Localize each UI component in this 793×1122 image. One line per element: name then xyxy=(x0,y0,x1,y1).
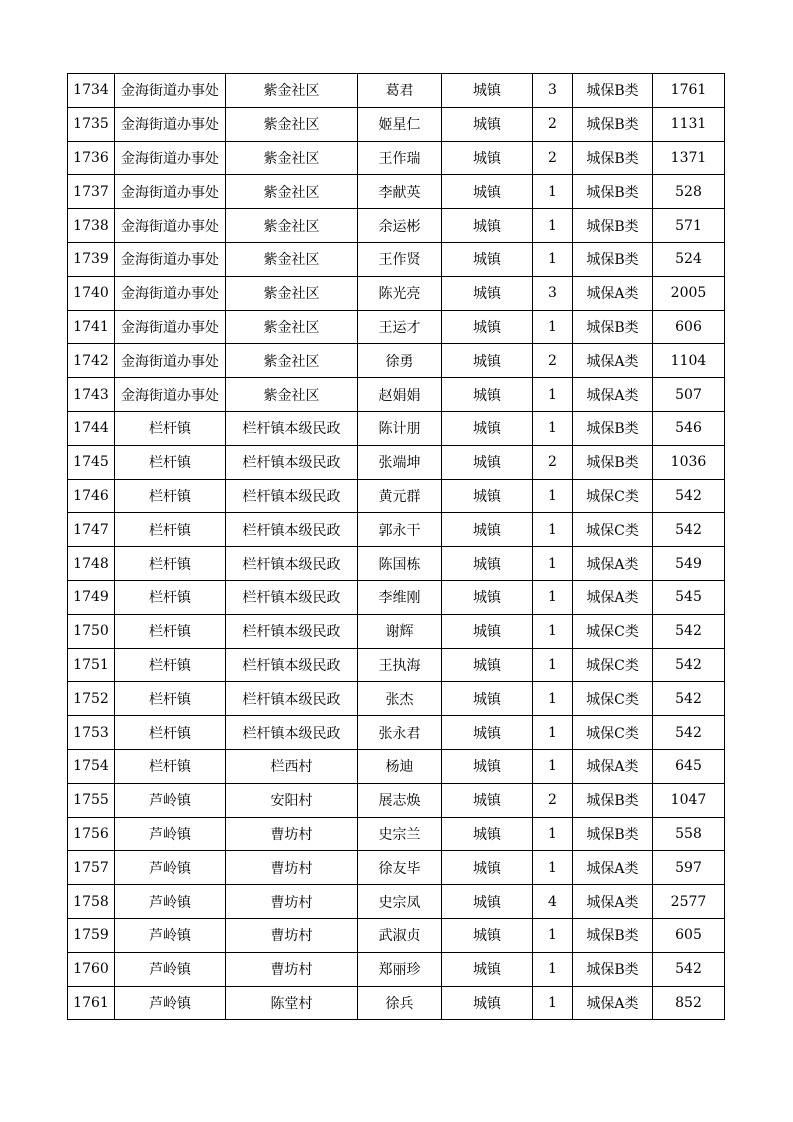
table-row xyxy=(68,749,725,783)
person-name-cell: 谢辉 xyxy=(358,614,442,648)
record-id-cell: 1744 xyxy=(68,411,115,445)
record-id-cell: 1749 xyxy=(68,580,115,614)
insurance-category-cell: 城保B类 xyxy=(573,141,653,175)
street-office-cell: 金海街道办事处 xyxy=(115,276,226,310)
member-count-cell: 4 xyxy=(533,885,573,919)
person-name-cell: 张杰 xyxy=(358,682,442,716)
amount-cell: 524 xyxy=(653,242,725,276)
member-count-cell: 1 xyxy=(533,378,573,412)
household-type-cell: 城镇 xyxy=(442,209,533,243)
household-type-cell: 城镇 xyxy=(442,310,533,344)
member-count-cell: 1 xyxy=(533,580,573,614)
amount-cell: 2005 xyxy=(653,276,725,310)
street-office-cell: 芦岭镇 xyxy=(115,817,226,851)
person-name-cell: 张永君 xyxy=(358,716,442,750)
insurance-category-cell: 城保A类 xyxy=(573,344,653,378)
member-count-cell: 1 xyxy=(533,310,573,344)
community-cell: 紫金社区 xyxy=(226,141,358,175)
amount-cell: 1371 xyxy=(653,141,725,175)
community-cell: 栏杆镇本级民政 xyxy=(226,445,358,479)
community-cell: 曹坊村 xyxy=(226,851,358,885)
table-row xyxy=(68,648,725,682)
amount-cell: 852 xyxy=(653,986,725,1020)
community-cell: 栏杆镇本级民政 xyxy=(226,614,358,648)
person-name-cell: 徐勇 xyxy=(358,344,442,378)
insurance-category-cell: 城保B类 xyxy=(573,783,653,817)
street-office-cell: 栏杆镇 xyxy=(115,445,226,479)
household-type-cell: 城镇 xyxy=(442,107,533,141)
person-name-cell: 杨迪 xyxy=(358,749,442,783)
household-type-cell: 城镇 xyxy=(442,242,533,276)
member-count-cell: 2 xyxy=(533,344,573,378)
insurance-category-cell: 城保C类 xyxy=(573,648,653,682)
amount-cell: 1104 xyxy=(653,344,725,378)
table-row xyxy=(68,580,725,614)
person-name-cell: 陈计朋 xyxy=(358,411,442,445)
record-id-cell: 1734 xyxy=(68,74,115,108)
insurance-category-cell: 城保B类 xyxy=(573,107,653,141)
person-name-cell: 葛君 xyxy=(358,74,442,108)
insurance-category-cell: 城保A类 xyxy=(573,986,653,1020)
amount-cell: 645 xyxy=(653,749,725,783)
insurance-category-cell: 城保B类 xyxy=(573,74,653,108)
record-id-cell: 1759 xyxy=(68,918,115,952)
record-id-cell: 1754 xyxy=(68,749,115,783)
table-row xyxy=(68,513,725,547)
record-id-cell: 1740 xyxy=(68,276,115,310)
street-office-cell: 金海街道办事处 xyxy=(115,141,226,175)
table-row xyxy=(68,74,725,108)
street-office-cell: 栏杆镇 xyxy=(115,580,226,614)
community-cell: 栏杆镇本级民政 xyxy=(226,648,358,682)
community-cell: 紫金社区 xyxy=(226,276,358,310)
street-office-cell: 栏杆镇 xyxy=(115,716,226,750)
amount-cell: 558 xyxy=(653,817,725,851)
amount-cell: 542 xyxy=(653,614,725,648)
member-count-cell: 1 xyxy=(533,918,573,952)
table-row xyxy=(68,986,725,1020)
household-type-cell: 城镇 xyxy=(442,74,533,108)
amount-cell: 542 xyxy=(653,682,725,716)
member-count-cell: 1 xyxy=(533,209,573,243)
records-table xyxy=(67,73,725,1020)
person-name-cell: 李维刚 xyxy=(358,580,442,614)
insurance-category-cell: 城保B类 xyxy=(573,411,653,445)
household-type-cell: 城镇 xyxy=(442,885,533,919)
record-id-cell: 1736 xyxy=(68,141,115,175)
amount-cell: 507 xyxy=(653,378,725,412)
member-count-cell: 2 xyxy=(533,141,573,175)
amount-cell: 545 xyxy=(653,580,725,614)
community-cell: 栏杆镇本级民政 xyxy=(226,716,358,750)
table-row xyxy=(68,378,725,412)
street-office-cell: 栏杆镇 xyxy=(115,513,226,547)
community-cell: 陈堂村 xyxy=(226,986,358,1020)
insurance-category-cell: 城保C类 xyxy=(573,716,653,750)
member-count-cell: 3 xyxy=(533,276,573,310)
person-name-cell: 陈光亮 xyxy=(358,276,442,310)
member-count-cell: 1 xyxy=(533,175,573,209)
street-office-cell: 栏杆镇 xyxy=(115,648,226,682)
record-id-cell: 1738 xyxy=(68,209,115,243)
member-count-cell: 2 xyxy=(533,445,573,479)
household-type-cell: 城镇 xyxy=(442,276,533,310)
table-row xyxy=(68,141,725,175)
record-id-cell: 1735 xyxy=(68,107,115,141)
amount-cell: 542 xyxy=(653,648,725,682)
person-name-cell: 王运才 xyxy=(358,310,442,344)
record-id-cell: 1748 xyxy=(68,547,115,581)
record-id-cell: 1756 xyxy=(68,817,115,851)
insurance-category-cell: 城保A类 xyxy=(573,885,653,919)
community-cell: 曹坊村 xyxy=(226,918,358,952)
community-cell: 紫金社区 xyxy=(226,378,358,412)
member-count-cell: 1 xyxy=(533,242,573,276)
member-count-cell: 2 xyxy=(533,107,573,141)
insurance-category-cell: 城保A类 xyxy=(573,276,653,310)
insurance-category-cell: 城保C类 xyxy=(573,614,653,648)
amount-cell: 549 xyxy=(653,547,725,581)
amount-cell: 597 xyxy=(653,851,725,885)
person-name-cell: 陈国栋 xyxy=(358,547,442,581)
table-row xyxy=(68,682,725,716)
street-office-cell: 栏杆镇 xyxy=(115,682,226,716)
insurance-category-cell: 城保B类 xyxy=(573,310,653,344)
amount-cell: 2577 xyxy=(653,885,725,919)
amount-cell: 546 xyxy=(653,411,725,445)
insurance-category-cell: 城保A类 xyxy=(573,547,653,581)
insurance-category-cell: 城保B类 xyxy=(573,817,653,851)
record-id-cell: 1761 xyxy=(68,986,115,1020)
member-count-cell: 1 xyxy=(533,547,573,581)
household-type-cell: 城镇 xyxy=(442,378,533,412)
record-id-cell: 1751 xyxy=(68,648,115,682)
street-office-cell: 栏杆镇 xyxy=(115,411,226,445)
community-cell: 紫金社区 xyxy=(226,209,358,243)
household-type-cell: 城镇 xyxy=(442,175,533,209)
table-row xyxy=(68,952,725,986)
household-type-cell: 城镇 xyxy=(442,851,533,885)
table-row xyxy=(68,310,725,344)
person-name-cell: 王作瑞 xyxy=(358,141,442,175)
table-row xyxy=(68,242,725,276)
table-row xyxy=(68,614,725,648)
insurance-category-cell: 城保B类 xyxy=(573,952,653,986)
community-cell: 栏杆镇本级民政 xyxy=(226,682,358,716)
community-cell: 曹坊村 xyxy=(226,817,358,851)
community-cell: 栏杆镇本级民政 xyxy=(226,479,358,513)
person-name-cell: 郭永干 xyxy=(358,513,442,547)
community-cell: 栏杆镇本级民政 xyxy=(226,513,358,547)
household-type-cell: 城镇 xyxy=(442,445,533,479)
insurance-category-cell: 城保B类 xyxy=(573,242,653,276)
person-name-cell: 徐兵 xyxy=(358,986,442,1020)
record-id-cell: 1742 xyxy=(68,344,115,378)
record-id-cell: 1750 xyxy=(68,614,115,648)
street-office-cell: 栏杆镇 xyxy=(115,614,226,648)
street-office-cell: 芦岭镇 xyxy=(115,918,226,952)
amount-cell: 1131 xyxy=(653,107,725,141)
record-id-cell: 1760 xyxy=(68,952,115,986)
amount-cell: 571 xyxy=(653,209,725,243)
insurance-category-cell: 城保C类 xyxy=(573,513,653,547)
street-office-cell: 金海街道办事处 xyxy=(115,175,226,209)
amount-cell: 1761 xyxy=(653,74,725,108)
street-office-cell: 芦岭镇 xyxy=(115,851,226,885)
member-count-cell: 1 xyxy=(533,716,573,750)
records-table-body xyxy=(68,74,725,1020)
table-row xyxy=(68,445,725,479)
person-name-cell: 武淑贞 xyxy=(358,918,442,952)
person-name-cell: 姬星仁 xyxy=(358,107,442,141)
person-name-cell: 展志焕 xyxy=(358,783,442,817)
household-type-cell: 城镇 xyxy=(442,411,533,445)
member-count-cell: 1 xyxy=(533,411,573,445)
record-id-cell: 1743 xyxy=(68,378,115,412)
amount-cell: 542 xyxy=(653,952,725,986)
member-count-cell: 3 xyxy=(533,74,573,108)
member-count-cell: 1 xyxy=(533,851,573,885)
person-name-cell: 史宗兰 xyxy=(358,817,442,851)
household-type-cell: 城镇 xyxy=(442,141,533,175)
amount-cell: 542 xyxy=(653,716,725,750)
household-type-cell: 城镇 xyxy=(442,986,533,1020)
amount-cell: 542 xyxy=(653,513,725,547)
community-cell: 紫金社区 xyxy=(226,310,358,344)
table-row xyxy=(68,817,725,851)
member-count-cell: 1 xyxy=(533,479,573,513)
community-cell: 紫金社区 xyxy=(226,107,358,141)
amount-cell: 606 xyxy=(653,310,725,344)
street-office-cell: 芦岭镇 xyxy=(115,783,226,817)
table-row xyxy=(68,851,725,885)
insurance-category-cell: 城保A类 xyxy=(573,580,653,614)
person-name-cell: 郑丽珍 xyxy=(358,952,442,986)
community-cell: 栏杆镇本级民政 xyxy=(226,547,358,581)
member-count-cell: 1 xyxy=(533,614,573,648)
record-id-cell: 1745 xyxy=(68,445,115,479)
record-id-cell: 1758 xyxy=(68,885,115,919)
record-id-cell: 1753 xyxy=(68,716,115,750)
insurance-category-cell: 城保B类 xyxy=(573,445,653,479)
table-row xyxy=(68,783,725,817)
person-name-cell: 赵娟娟 xyxy=(358,378,442,412)
community-cell: 安阳村 xyxy=(226,783,358,817)
member-count-cell: 1 xyxy=(533,817,573,851)
street-office-cell: 金海街道办事处 xyxy=(115,107,226,141)
street-office-cell: 芦岭镇 xyxy=(115,986,226,1020)
community-cell: 紫金社区 xyxy=(226,344,358,378)
household-type-cell: 城镇 xyxy=(442,716,533,750)
table-row xyxy=(68,107,725,141)
insurance-category-cell: 城保A类 xyxy=(573,378,653,412)
household-type-cell: 城镇 xyxy=(442,749,533,783)
person-name-cell: 余运彬 xyxy=(358,209,442,243)
community-cell: 曹坊村 xyxy=(226,885,358,919)
household-type-cell: 城镇 xyxy=(442,817,533,851)
community-cell: 紫金社区 xyxy=(226,175,358,209)
household-type-cell: 城镇 xyxy=(442,344,533,378)
amount-cell: 528 xyxy=(653,175,725,209)
household-type-cell: 城镇 xyxy=(442,783,533,817)
street-office-cell: 金海街道办事处 xyxy=(115,310,226,344)
member-count-cell: 2 xyxy=(533,783,573,817)
record-id-cell: 1739 xyxy=(68,242,115,276)
record-id-cell: 1746 xyxy=(68,479,115,513)
member-count-cell: 1 xyxy=(533,682,573,716)
table-row xyxy=(68,411,725,445)
table-row xyxy=(68,479,725,513)
member-count-cell: 1 xyxy=(533,648,573,682)
insurance-category-cell: 城保B类 xyxy=(573,918,653,952)
street-office-cell: 金海街道办事处 xyxy=(115,242,226,276)
table-row xyxy=(68,547,725,581)
street-office-cell: 金海街道办事处 xyxy=(115,209,226,243)
record-id-cell: 1757 xyxy=(68,851,115,885)
amount-cell: 1047 xyxy=(653,783,725,817)
insurance-category-cell: 城保A类 xyxy=(573,851,653,885)
amount-cell: 542 xyxy=(653,479,725,513)
insurance-category-cell: 城保B类 xyxy=(573,209,653,243)
person-name-cell: 王作贤 xyxy=(358,242,442,276)
member-count-cell: 1 xyxy=(533,513,573,547)
household-type-cell: 城镇 xyxy=(442,513,533,547)
table-row xyxy=(68,918,725,952)
record-id-cell: 1755 xyxy=(68,783,115,817)
table-row xyxy=(68,175,725,209)
table-row xyxy=(68,344,725,378)
household-type-cell: 城镇 xyxy=(442,614,533,648)
table-row xyxy=(68,209,725,243)
person-name-cell: 徐友毕 xyxy=(358,851,442,885)
insurance-category-cell: 城保C类 xyxy=(573,682,653,716)
community-cell: 曹坊村 xyxy=(226,952,358,986)
street-office-cell: 金海街道办事处 xyxy=(115,378,226,412)
insurance-category-cell: 城保A类 xyxy=(573,749,653,783)
table-row xyxy=(68,716,725,750)
community-cell: 紫金社区 xyxy=(226,242,358,276)
household-type-cell: 城镇 xyxy=(442,918,533,952)
person-name-cell: 王执海 xyxy=(358,648,442,682)
community-cell: 栏西村 xyxy=(226,749,358,783)
household-type-cell: 城镇 xyxy=(442,682,533,716)
person-name-cell: 史宗凤 xyxy=(358,885,442,919)
member-count-cell: 1 xyxy=(533,749,573,783)
community-cell: 栏杆镇本级民政 xyxy=(226,580,358,614)
person-name-cell: 黄元群 xyxy=(358,479,442,513)
community-cell: 紫金社区 xyxy=(226,74,358,108)
street-office-cell: 金海街道办事处 xyxy=(115,344,226,378)
member-count-cell: 1 xyxy=(533,952,573,986)
record-id-cell: 1737 xyxy=(68,175,115,209)
street-office-cell: 金海街道办事处 xyxy=(115,74,226,108)
insurance-category-cell: 城保B类 xyxy=(573,175,653,209)
insurance-category-cell: 城保C类 xyxy=(573,479,653,513)
street-office-cell: 栏杆镇 xyxy=(115,547,226,581)
table-row xyxy=(68,276,725,310)
street-office-cell: 栏杆镇 xyxy=(115,479,226,513)
street-office-cell: 芦岭镇 xyxy=(115,952,226,986)
street-office-cell: 芦岭镇 xyxy=(115,885,226,919)
amount-cell: 1036 xyxy=(653,445,725,479)
household-type-cell: 城镇 xyxy=(442,547,533,581)
person-name-cell: 李献英 xyxy=(358,175,442,209)
household-type-cell: 城镇 xyxy=(442,648,533,682)
amount-cell: 605 xyxy=(653,918,725,952)
household-type-cell: 城镇 xyxy=(442,479,533,513)
street-office-cell: 栏杆镇 xyxy=(115,749,226,783)
household-type-cell: 城镇 xyxy=(442,952,533,986)
record-id-cell: 1741 xyxy=(68,310,115,344)
record-id-cell: 1747 xyxy=(68,513,115,547)
household-type-cell: 城镇 xyxy=(442,580,533,614)
table-row xyxy=(68,885,725,919)
person-name-cell: 张端坤 xyxy=(358,445,442,479)
community-cell: 栏杆镇本级民政 xyxy=(226,411,358,445)
member-count-cell: 1 xyxy=(533,986,573,1020)
record-id-cell: 1752 xyxy=(68,682,115,716)
